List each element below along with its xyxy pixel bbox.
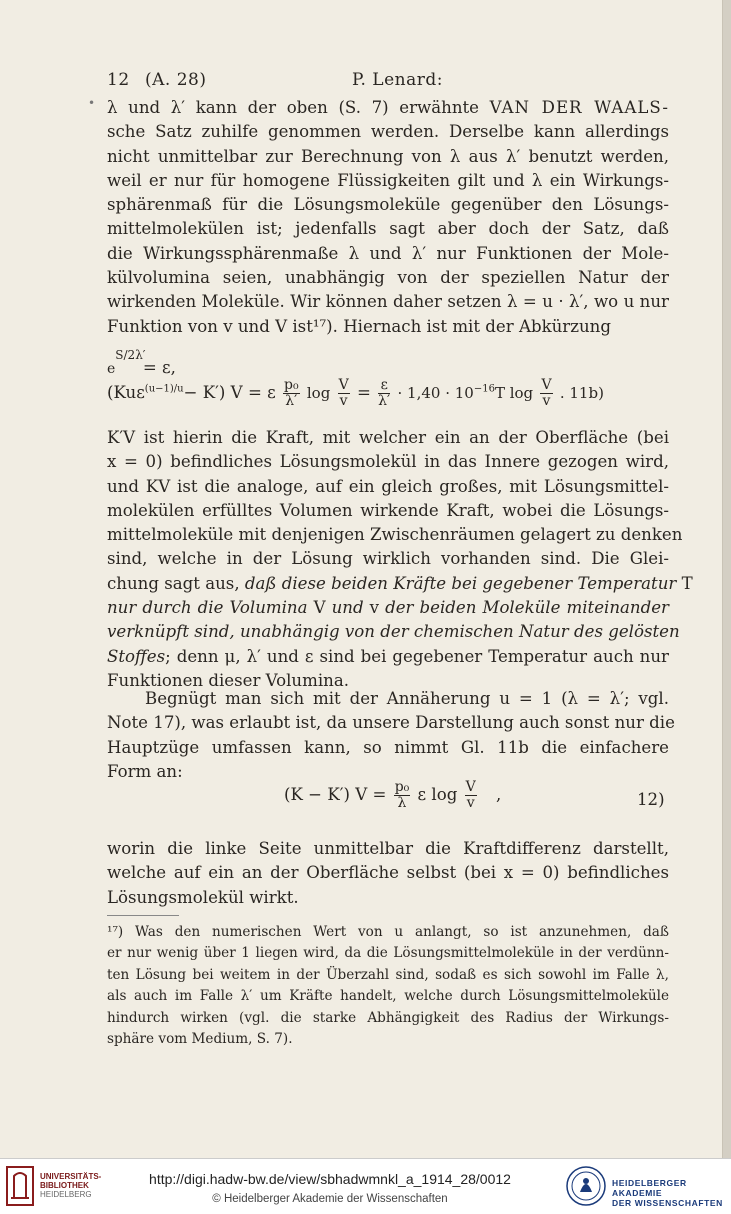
text-line: Note 17), was erlaubt ist, da unsere Darstellung auch sonst nur die [107,713,675,733]
eq11b-equals: = [356,383,371,402]
text-line: die Wirkungssphärenmaße λ und λ′ nur Funktionen der Mole- [107,243,669,263]
footnote-line: er nur wenig über 1 liegen wird, da die Lösungsmittelmoleküle in der verdünn- [107,945,669,962]
equation-12 [284,780,501,811]
fraction-V-v: $\frac{V}{v}$ [338,377,349,409]
footnote-line: hindurch wirken (vgl. die starke Abhängigkeit des Radius der Wirkungs- [107,1009,669,1026]
section-ref: (A. 28) [145,70,207,90]
text-line: wirkenden Moleküle. Wir können daher setzen λ = u · λ′, wo u nur [107,292,669,312]
text-line: Form an: [107,761,183,781]
eq12-eps-log: ε log [417,785,458,804]
eq11b-log: log [306,384,331,402]
eq11b-constant: · 1,40 · 10 [397,384,474,402]
equation-11b [107,378,604,409]
eq12-lhs: (K − K′) V = [284,785,387,804]
text-line: Begnügt man sich mit der Annäherung u = 1 (λ = λ′; vgl. [145,689,669,708]
eq11b-constant-exp: −16 [473,383,495,395]
text-line: Funktionen dieser Volumina. [107,670,350,690]
eps-base: e [107,361,116,377]
text-line: sphärenmaß für die Lösungsmoleküle gegenüber den Lösungs- [107,195,669,215]
fraction-p0-lambda: $\frac{\text{p₀}}{\lambda}$ [394,779,410,811]
text-line: nicht unmittelbar zur Berechnung von λ aus λ′ benutzt werden, [107,146,669,166]
text-line: weil er nur für homogene Flüssigkeiten gilt und λ ein Wirkungs- [107,170,669,190]
eps-rest: = ε, [142,358,176,377]
equation-label-12: 12) [637,790,665,809]
text-line: molekülen erfülltes Volumen wirkende Kraft, wobei die Lösungs- [107,500,669,520]
paragraph-4 [107,837,669,910]
page-number: 12 [107,70,130,90]
eq12-comma: , [496,785,502,804]
permalink-url[interactable]: http://digi.hadw-bw.de/view/sbhadwmnkl_a_1914_28/0012 [149,1171,511,1187]
footnote-line: als auch im Falle λ′ um Kräfte handelt, welche durch Lösungsmittelmoleküle [107,988,669,1005]
footnote-line: ¹⁷) Was den numerischen Wert von u anlangt, so ist anzunehmen, daß [107,924,669,940]
text-line: mittelmolekülen ist; jedenfalls sagt aber doch der Satz, daß [107,219,669,239]
text-line: K′V ist hierin die Kraft, mit welcher ein an der Oberfläche (bei [107,428,669,447]
text-line: verknüpft sind, unabhängig von der chemischen Natur des gelösten [107,622,680,642]
text-line: mittelmoleküle mit denjenigen Zwischenräumen gelagert zu denken [107,525,683,545]
copyright-notice: © Heidelberger Akademie der Wissenschaften [212,1193,448,1205]
paragraph-3 [107,687,675,784]
equation-epsilon [107,346,176,377]
fraction-V-v-2: $\frac{V}{v}$ [541,377,552,409]
text-line: chung sagt aus, daß diese beiden Kräfte bei gegebener Temperatur T [107,573,693,593]
eq11b-tlog: T log [494,384,534,402]
eps-exponent: S/2λ′ [115,348,146,362]
text-line: welche auf ein an der Oberfläche selbst (bei x = 0) befindliches [107,863,669,883]
university-library-name: UNIVERSITÄTS- BIBLIOTHEK HEIDELBERG [40,1172,102,1199]
fraction-eps-lambda-prime: $\frac{\varepsilon}{\lambda'}$ [378,377,391,409]
footer-bar [0,1158,731,1214]
text-line: λ und λ′ kann der oben (S. 7) erwähnte VAN DER WAALS- [107,98,669,117]
text-line: und KV ist die analoge, auf ein gleich großes, mit Lösungsmittel- [107,476,669,496]
margin-mark: • [88,96,96,110]
paragraph-2 [107,426,693,693]
text-line: Funktion von v und V ist¹⁷). Hiernach ist mit der Abkürzung [107,316,611,336]
fraction-p0-lambda-prime: $\frac{\text{p₀}}{\lambda'}$ [284,377,299,409]
text-line: x = 0) befindliches Lösungsmolekül in das Innere gezogen wird, [107,452,669,472]
eq11b-lhs-exp: (u−1)/u [144,383,184,395]
text-line: Lösungsmolekül wirkt. [107,887,299,907]
footnote-line: sphäre vom Medium, S. 7). [107,1031,293,1048]
equation-label-11b: . 11b) [559,384,604,402]
fraction-V-v-eq12: $\frac{V}{v}$ [465,779,476,811]
running-head-author: P. Lenard: [352,70,443,90]
footnote-rule [107,915,179,916]
page-edge [722,0,731,1158]
eq11b-lhs-close: − K′) V = ε [183,383,276,402]
academy-name: HEIDELBERGER AKADEMIE DER WISSENSCHAFTEN [612,1178,723,1208]
text-line: Hauptzüge umfassen kann, so nimmt Gl. 11b die einfachere [107,737,669,757]
text-line: nur durch die Volumina V und v der beiden Moleküle miteinander [107,598,669,618]
academy-seal-icon [566,1166,606,1206]
university-library-logo-icon [6,1166,34,1206]
footnote-17 [107,922,669,1050]
eq11b-lhs: (Kuε [107,383,145,402]
text-line: worin die linke Seite unmittelbar die Kraftdifferenz darstellt, [107,839,669,858]
text-line: sind, welche in der Lösung wirklich vorhanden sind. Die Glei- [107,549,669,569]
paragraph-1 [107,96,669,339]
text-line: külvolumina seien, unabhängig von der speziellen Natur der [107,268,669,288]
footnote-line: ten Lösung bei weitem in der Überzahl sind, sodaß es sich sowohl im Falle λ, [107,966,669,983]
text-line: sche Satz zuhilfe genommen werden. Derselbe kann allerdings [107,122,669,142]
text-line: Stoffes; denn μ, λ′ und ε sind bei gegebener Temperatur auch nur [107,646,669,666]
